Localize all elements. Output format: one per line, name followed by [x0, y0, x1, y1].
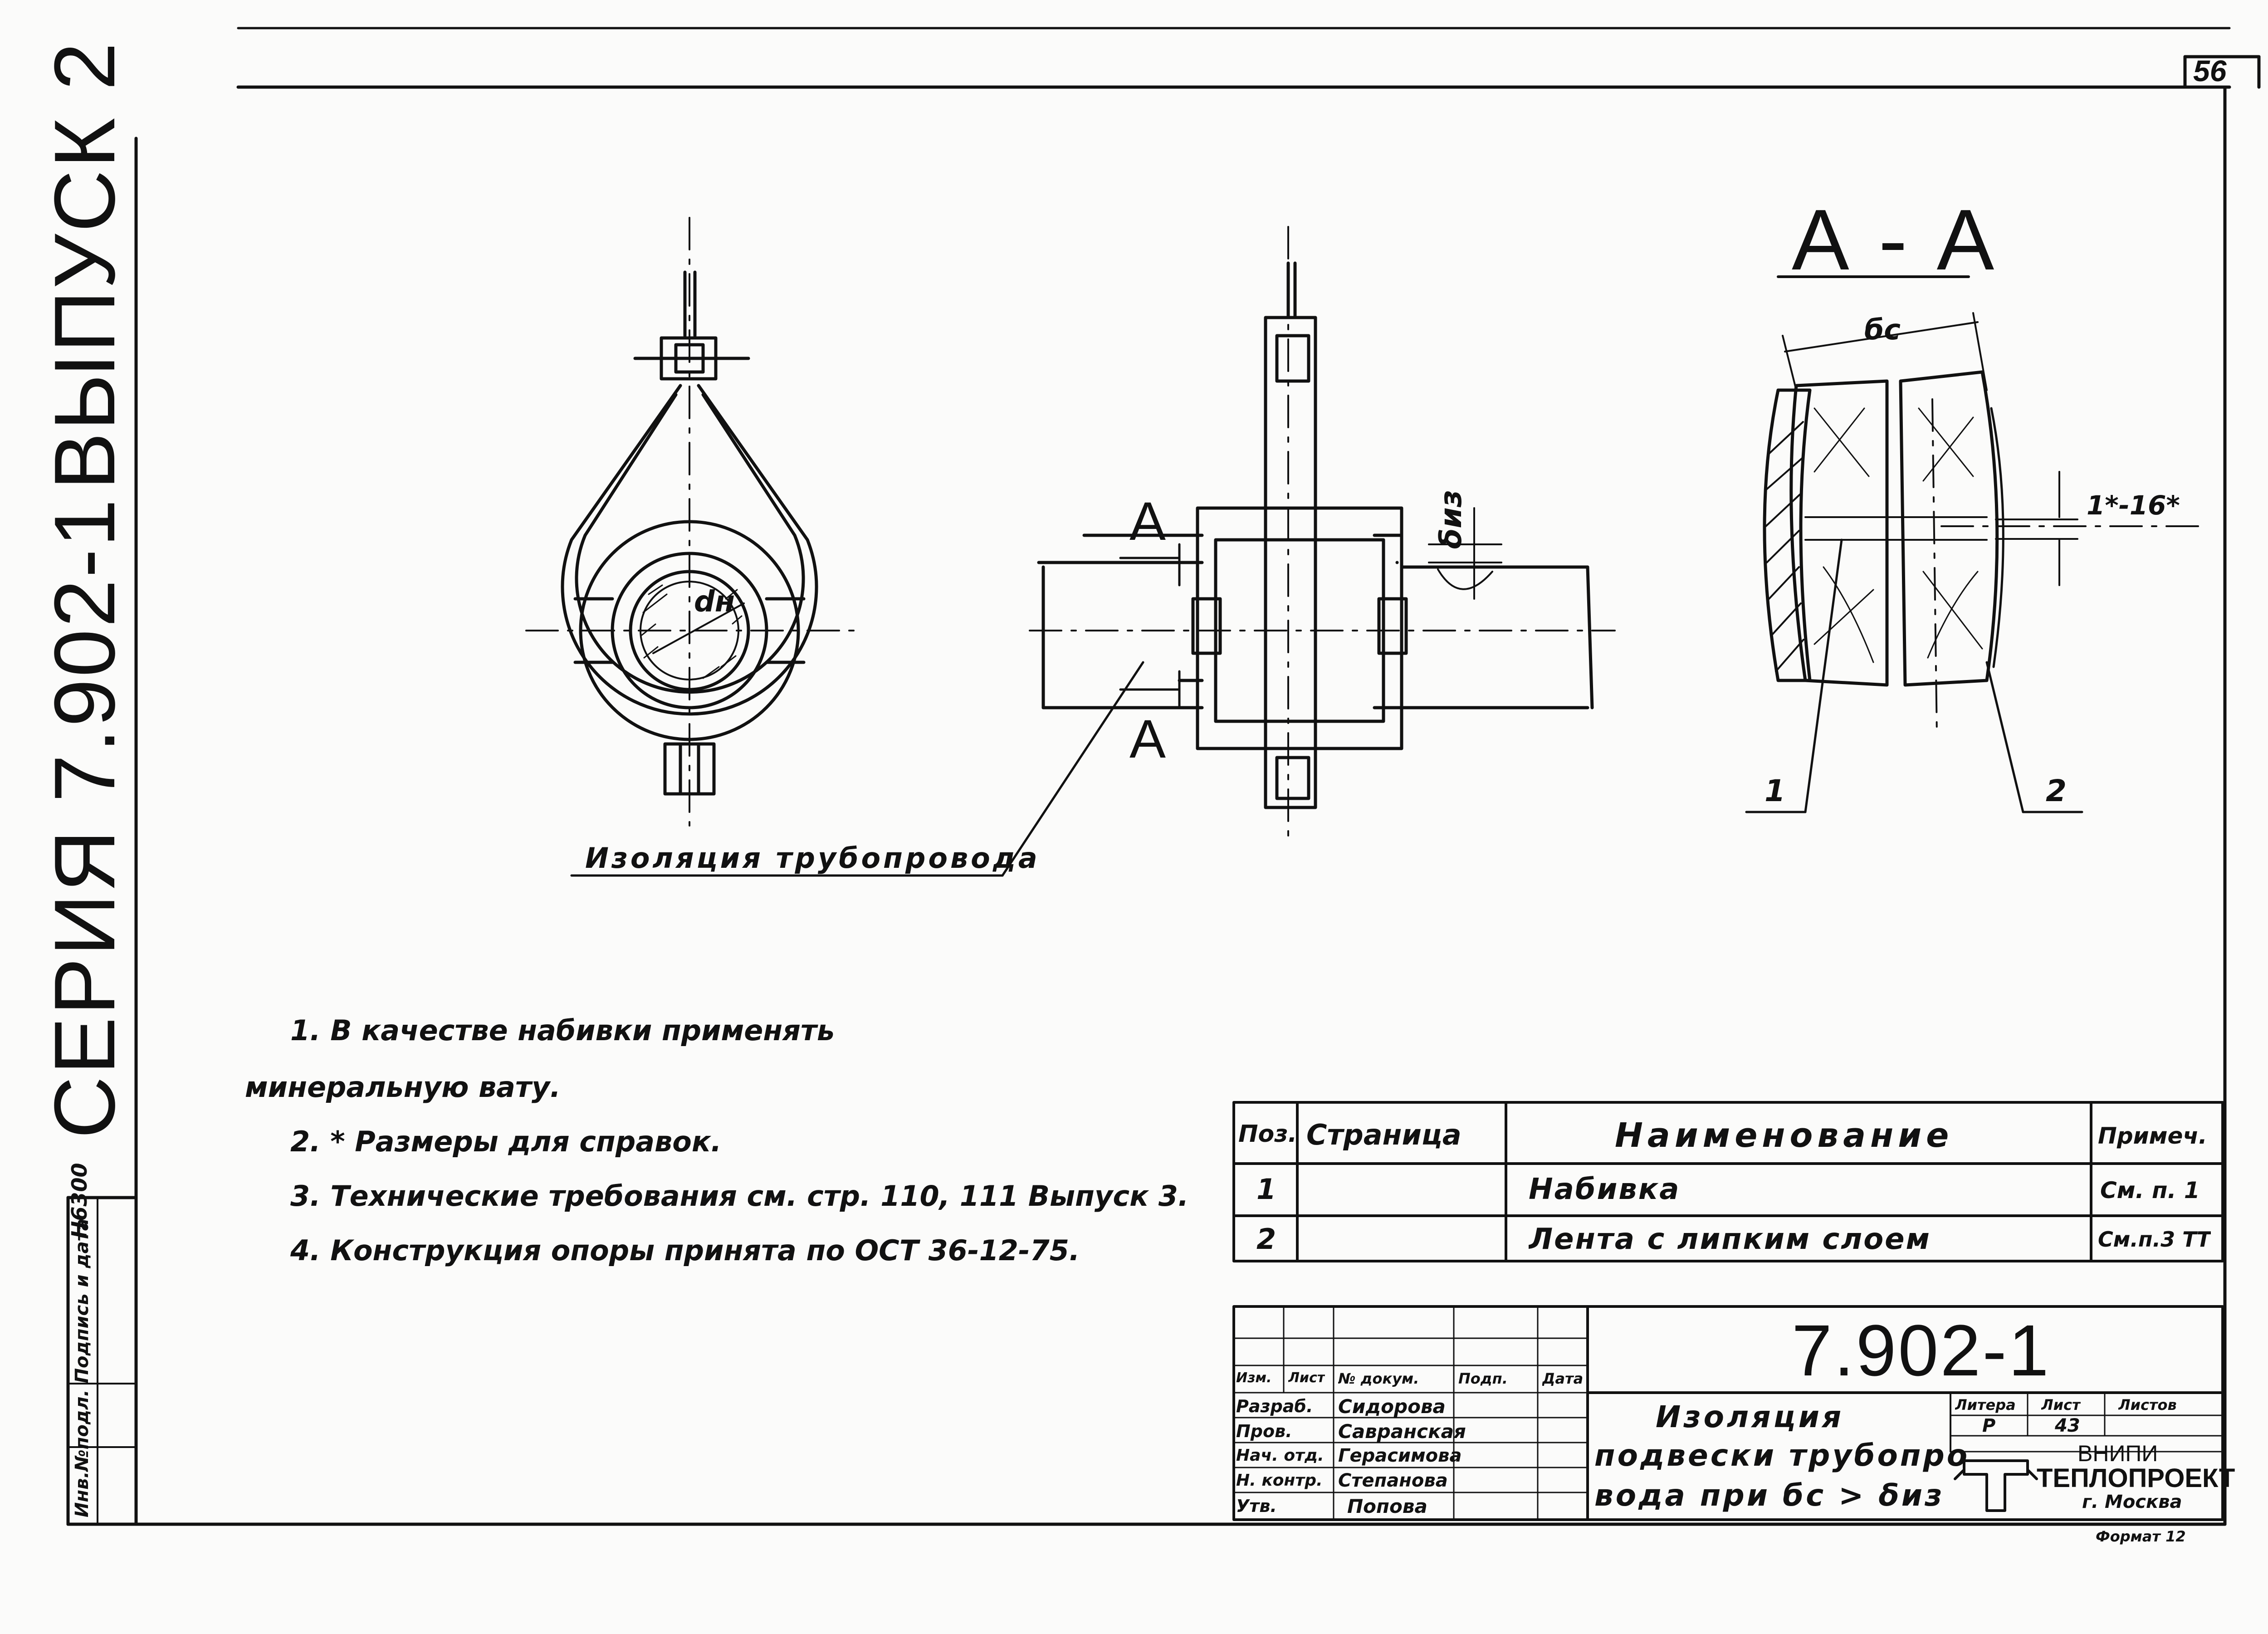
role-3-name: Герасимова [1338, 1445, 1462, 1466]
spec-header-page: Страница [1306, 1118, 1461, 1151]
spec-row-2-note: См.п.3 ТТ [2098, 1227, 2211, 1252]
title-line-2: подвески трубопро [1594, 1438, 1970, 1473]
inventory-code: Н6300 [67, 1163, 92, 1238]
note-1: 1. В качестве набивки применять [290, 1014, 835, 1047]
centre-lines [526, 218, 2204, 839]
role-2-name: Савранская [1338, 1420, 1466, 1443]
note-3: 3. Технические требования см. стр. 110, 111 Выпуск 3. [290, 1179, 1189, 1213]
role-4: Н. контр. [1236, 1471, 1323, 1490]
litera-value: Р [1982, 1415, 1996, 1436]
role-2: Пров. [1236, 1421, 1292, 1441]
spec-row-2-name: Лента с липким слоем [1529, 1223, 1931, 1256]
role-3: Нач. отд. [1236, 1446, 1324, 1465]
title-line-3: вода при бс > δиз [1594, 1478, 1945, 1513]
callout-1: 1 [1765, 773, 1785, 808]
section-title: А - А [1792, 192, 1997, 288]
biz-label: δиз [1433, 490, 1468, 549]
insulation-label: Изоляция трубопровода [585, 841, 1040, 875]
gap-label: 1*-16* [2087, 490, 2180, 521]
sheet-format: Формат 12 [2096, 1528, 2186, 1545]
col-header-izm: Изм. [1236, 1370, 1272, 1386]
spec-row-1-note: См. п. 1 [2100, 1177, 2200, 1203]
inventory-stamp: Инв.№подл. Подпись и дата [72, 1218, 93, 1517]
spec-header-name: Наименование [1615, 1116, 1954, 1155]
sheet-number: 56 [2193, 54, 2227, 88]
col-header-date: Дата [1542, 1370, 1584, 1387]
col-header-sign: Подп. [1458, 1370, 1508, 1387]
bc-label: бс [1864, 313, 1901, 346]
section-a-a [1746, 277, 2082, 812]
org-name-1: ВНИПИ [2077, 1441, 2158, 1466]
org-city: г. Москва [2082, 1492, 2182, 1512]
sheets-label: Листов [2118, 1396, 2177, 1414]
note-4: 4. Конструкция опоры принята по ОСТ 36-12-75. [290, 1234, 1080, 1267]
callout-2: 2 [2046, 773, 2067, 808]
col-header-doc: № докум. [1338, 1370, 1419, 1387]
role-5: Утв. [1236, 1496, 1277, 1516]
spec-row-1-pos: 1 [1256, 1173, 1276, 1206]
col-header-list: Лист [1288, 1370, 1325, 1386]
sheet-value: 43 [2055, 1415, 2080, 1436]
sheet-label: Лист [2041, 1396, 2081, 1414]
note-2: 2. * Размеры для справок. [290, 1125, 722, 1158]
role-5-name: Попова [1347, 1495, 1427, 1517]
note-1-cont: минеральную вату. [245, 1071, 561, 1104]
hanger-side-view [1039, 263, 1592, 807]
spec-header-pos: Поз. [1238, 1120, 1297, 1148]
doc-code: 7.902-1 [1792, 1310, 2051, 1391]
title-line-1: Изоляция [1656, 1399, 1844, 1434]
section-mark-top: А [1129, 491, 1166, 552]
spec-row-1-name: Набивка [1529, 1173, 1681, 1206]
section-mark-bottom: А [1129, 709, 1166, 769]
spec-row-2-pos: 2 [1256, 1223, 1276, 1256]
issue-label: ВЫПУСК 2 [37, 40, 133, 490]
spec-header-note: Примеч. [2098, 1123, 2207, 1149]
mineral-wool-texture [1814, 408, 1982, 662]
role-1-name: Сидорова [1338, 1395, 1446, 1418]
org-name-2: ТЕПЛОПРОЕКТ [2037, 1463, 2235, 1493]
role-1: Разраб. [1236, 1396, 1313, 1416]
dn-label: dн [694, 585, 735, 619]
litera-label: Литера [1955, 1396, 2016, 1414]
series-label: СЕРИЯ 7.902-1 [37, 497, 133, 1139]
role-4-name: Степанова [1338, 1470, 1448, 1491]
